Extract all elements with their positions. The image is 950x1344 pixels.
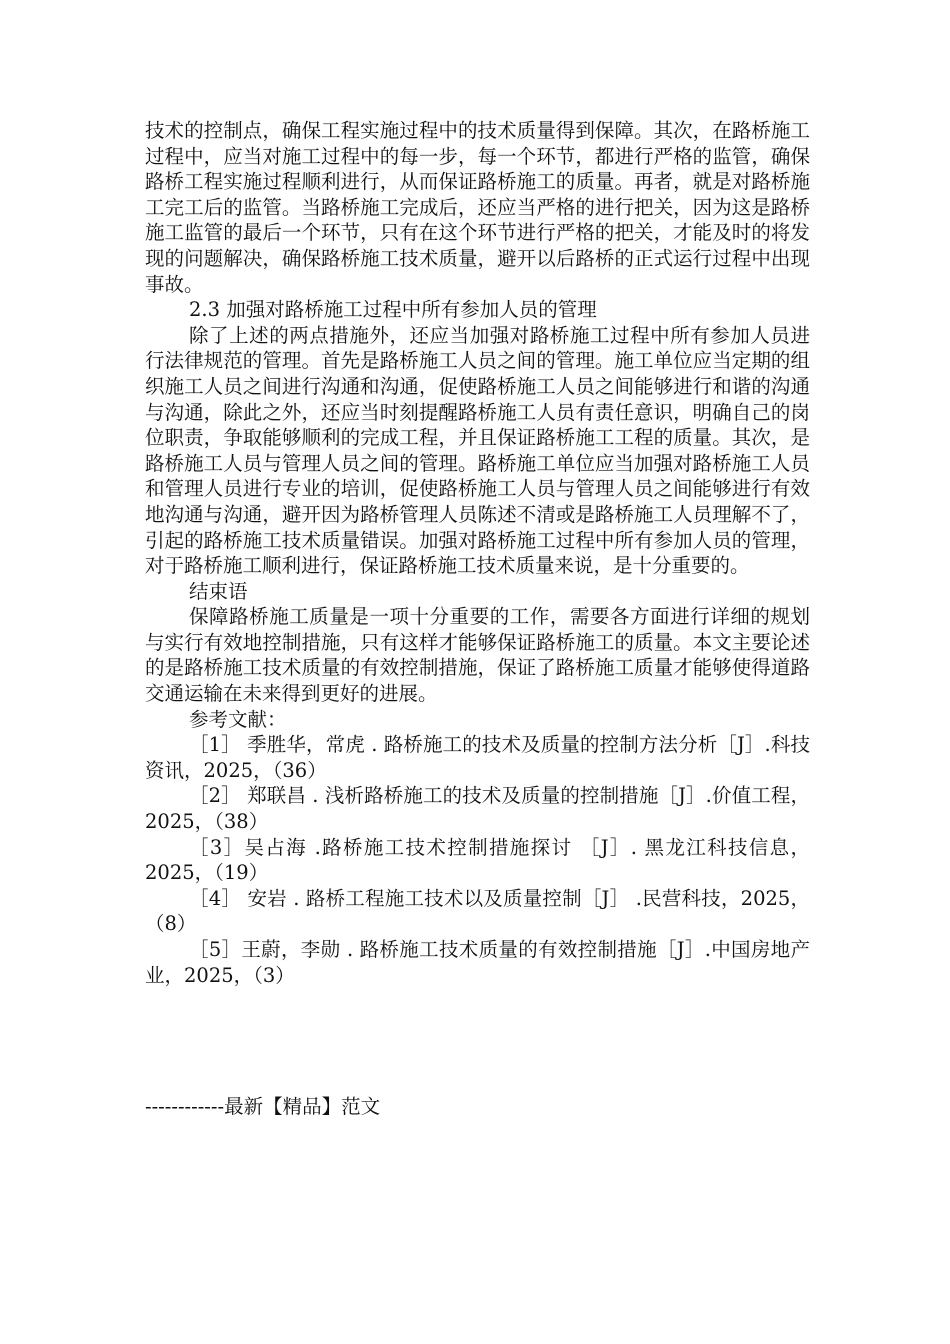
section-heading-2-3: 2.3 加强对路桥施工过程中所有参加人员的管理 [189, 298, 597, 322]
conclusion-heading: 结束语 [189, 579, 248, 603]
reference-item-1: ［1］ 季胜华，常虎 . 路桥施工的技术及质量的控制方法分析［J］.科技资讯，2025，（36） [145, 733, 810, 782]
references-heading: 参考文献： [189, 707, 287, 731]
reference-item-2: ［2］ 郑联昌 . 浅析路桥施工的技术及质量的控制措施［J］.价值工程，2025，（38） [145, 784, 810, 834]
paragraph-conclusion: 保障路桥施工质量是一项十分重要的工作，需要各方面进行详细的规划与实行有效地控制措施，只有这样才能够保证路桥施工的质量。本文主要论述的是路桥施工技术质量的有效控制措施，保证了路桥施工质量才能够使得道路交通运输在未来得到更好的进展。 [145, 605, 810, 706]
reference-item-5: ［5］王蔚，李勋 . 路桥施工技术质量的有效控制措施［J］.中国房地产业，2025，（3） [145, 938, 810, 987]
reference-list [145, 732, 810, 988]
paragraph-personnel-management: 除了上述的两点措施外，还应当加强对路桥施工过程中所有参加人员进行法律规范的管理。首先是路桥施工人员之间的管理。施工单位应当定期的组织施工人员之间进行沟通和沟通，促使路桥施工人员之间能够进行和谐的沟通与沟通，除此之外，还应当时刻提醒路桥施工人员有责任意识，明确自己的岗位职责，争取能够顺利的完成工程，并且保证路桥施工工程的质量。其次，是路桥施工人员与管理人员之间的管理。路桥施工单位应当加强对路桥施工人员和管理人员进行专业的培训，促使路桥施工人员与管理人员之间能够进行有效地沟通与沟通，避开因为路桥管理人员陈述不清或是路桥施工人员理解不了，引起的路桥施工技术质量错误。加强对路桥施工过程中所有参加人员的管理，对于路桥施工顺利进行，保证路桥施工技术质量来说，是十分重要的。 [145, 323, 810, 578]
document-body [145, 118, 810, 988]
page-footer: ------------最新【精品】范文 [145, 1095, 381, 1118]
reference-item-4: ［4］ 安岩 . 路桥工程施工技术以及质量控制［J］ .民营科技，2025，（8） [145, 886, 810, 936]
reference-item-3: ［3］吴占海 .路桥施工技术控制措施探讨 ［J］. 黑龙江科技信息，2025，（19） [145, 835, 810, 885]
paragraph-quality-supervision: 技术的控制点，确保工程实施过程中的技术质量得到保障。其次，在路桥施工过程中，应当对施工过程中的每一步，每一个环节，都进行严格的监管，确保路桥工程实施过程顺利进行，从而保证路桥施工的质量。再者，就是对路桥施工完工后的监管。当路桥施工完成后，还应当严格的进行把关，因为这是路桥施工监管的最后一个环节，只有在这个环节进行严格的把关，才能及时的将发现的问题解决，确保路桥施工技术质量，避开以后路桥的正式运行过程中出现事故。 [145, 119, 810, 296]
